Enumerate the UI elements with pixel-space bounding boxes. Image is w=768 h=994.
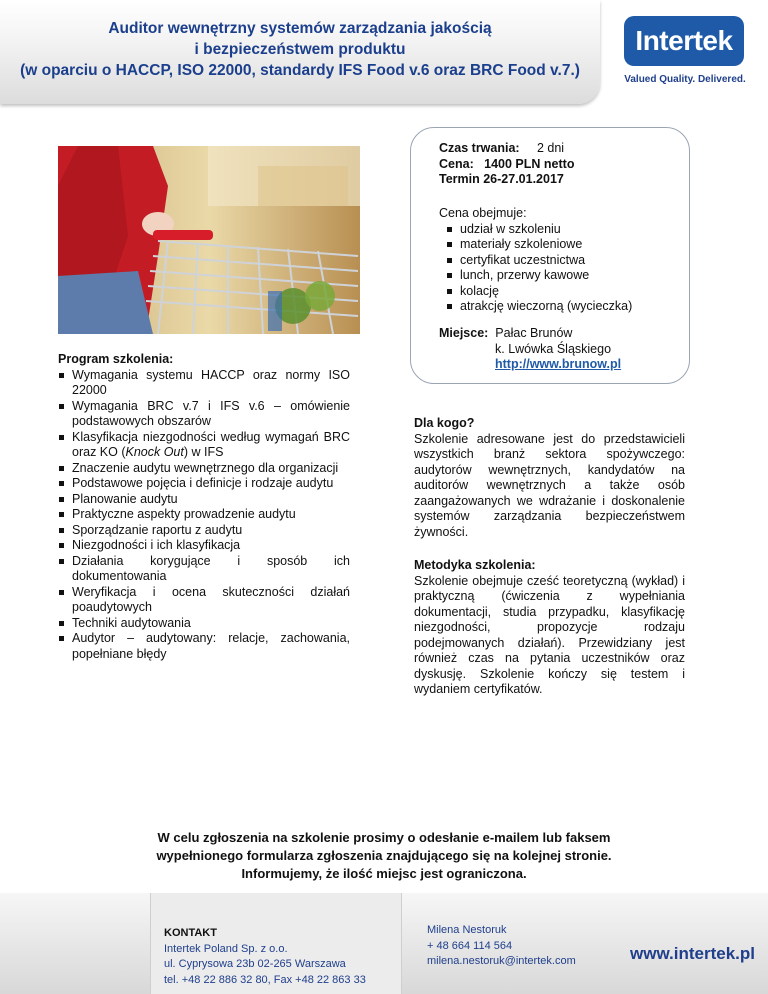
- price-includes: [439, 206, 632, 315]
- price: Cena: 1400 PLN netto: [439, 156, 575, 171]
- list-item: Podstawowe pojęcia i definicje i rodzaje audytu: [72, 476, 350, 492]
- venue-town: k. Lwówka Śląskiego: [495, 341, 612, 356]
- list-item: Techniki audytowania: [72, 616, 350, 632]
- registration-notice: [0, 829, 768, 883]
- duration-label: Czas trwania:: [439, 141, 520, 155]
- company-phones: tel. +48 22 886 32 80, Fax +48 22 863 33: [164, 973, 366, 986]
- notice-line: W celu zgłoszenia na szkolenie prosimy o odesłanie e-mailem lub faksem: [157, 830, 611, 845]
- method-section: [414, 558, 685, 698]
- person-email[interactable]: milena.nestoruk@intertek.com: [427, 955, 576, 967]
- list-item: Audytor – audytowany: relacje, zachowania, popełniane błędy: [72, 631, 350, 661]
- list-item: Weryfikacja i ocena skuteczności działań poaudytowych: [72, 584, 350, 614]
- program-list: [58, 368, 350, 663]
- list-item: Działania korygujące i sposób ich dokumentowania: [72, 553, 350, 583]
- list-item: Niezgodności i ich klasyfikacja: [72, 538, 350, 554]
- venue-name: Pałac Brunów: [495, 326, 573, 340]
- intertek-logo: Intertek: [624, 16, 744, 66]
- title-line-2: i bezpieczeństwem produktu: [194, 41, 406, 58]
- list-item: udział w szkoleniu: [460, 222, 632, 238]
- title-line-3: (w oparciu o HACCP, ISO 22000, standardy IFS Food v.6 oraz BRC Food v.7.): [20, 62, 580, 79]
- list-item: Praktyczne aspekty prowadzenie audytu: [72, 507, 350, 523]
- course-date: Termin 26-27.01.2017: [439, 172, 564, 186]
- contact-block: [164, 926, 366, 988]
- venue-label: Miejsce:: [439, 326, 489, 340]
- list-item: Sporządzanie raportu z audytu: [72, 523, 350, 539]
- venue: [439, 326, 621, 373]
- shopping-cart-photo: [58, 146, 360, 334]
- list-item: Wymagania systemu HACCP oraz normy ISO 22000: [72, 367, 350, 397]
- duration-value: 2 dni: [536, 141, 565, 155]
- person-phone: + 48 664 114 564: [427, 939, 513, 952]
- company-name: Intertek Poland Sp. z o.o.: [164, 942, 288, 955]
- list-item: atrakcję wieczorną (wycieczka): [460, 299, 633, 313]
- audience-title: Dla kogo?: [414, 416, 475, 430]
- training-program: [58, 352, 350, 662]
- title-line-1: Auditor wewnętrzny systemów zarządzania jakością: [108, 20, 492, 37]
- document-title: [0, 18, 600, 81]
- audience-section: [414, 416, 685, 540]
- list-item: lunch, przerwy kawowe: [460, 268, 632, 284]
- list-item: certyfikat uczestnictwa: [460, 253, 632, 269]
- audience-text: Szkolenie adresowane jest do przedstawicieli wszystkich branż sektora spożywczego: audytorów wewnętrznych, kandydatów na auditorów wewnętrznych a także osób zaangażowanych we wdrażanie i doskonalenie systemów zarządzania bezpieczeństwem żywności.: [414, 431, 685, 539]
- method-text: Szkolenie obejmuje cześć teoretyczną (wykład) i praktyczną (ćwiczenia z wypełniania dokumentacji, studia przypadku, klasyfikację niezgodności, propozycje rodzaju podejmowanych działań). Przewidziany jest również czas na pytania uczestników oraz dyskusję. Szkolenie kończy się testem i wydaniem certyfikatów.: [414, 573, 685, 696]
- notice-line: wypełnionego formularza zgłoszenia znajdującego się na kolejnej stronie.: [156, 848, 612, 863]
- logo-tagline: Valued Quality. Delivered.: [624, 74, 746, 85]
- includes-list: [439, 222, 632, 315]
- list-item: kolację: [460, 284, 632, 300]
- website-link[interactable]: www.intertek.pl: [630, 944, 756, 963]
- list-item: Wymagania BRC v.7 i IFS v.6 – omówienie podstawowych obszarów: [72, 398, 350, 428]
- list-item: Planowanie audytu: [72, 492, 350, 508]
- contact-person: [427, 923, 576, 970]
- list-item: Znaczenie audytu wewnętrznego dla organizacji: [72, 461, 350, 477]
- method-title: Metodyka szkolenia:: [414, 558, 536, 572]
- program-title: Program szkolenia:: [58, 352, 174, 366]
- list-item: materiały szkoleniowe: [460, 237, 632, 253]
- person-name: Milena Nestoruk: [427, 924, 507, 936]
- contact-title: KONTAKT: [164, 927, 217, 939]
- venue-link[interactable]: http://www.brunow.pl: [495, 357, 622, 371]
- course-details: [439, 141, 574, 188]
- duration-row: [439, 141, 574, 157]
- includes-title: Cena obejmuje:: [439, 206, 527, 220]
- notice-line: Informujemy, że ilość miejsc jest ograniczona.: [241, 866, 527, 881]
- course-info-box: [410, 127, 690, 384]
- list-item: Klasyfikacja niezgodności według wymagań BRC oraz KO (Knock Out) w IFS: [72, 429, 350, 459]
- company-address: ul. Cyprysowa 23b 02-265 Warszawa: [164, 958, 346, 970]
